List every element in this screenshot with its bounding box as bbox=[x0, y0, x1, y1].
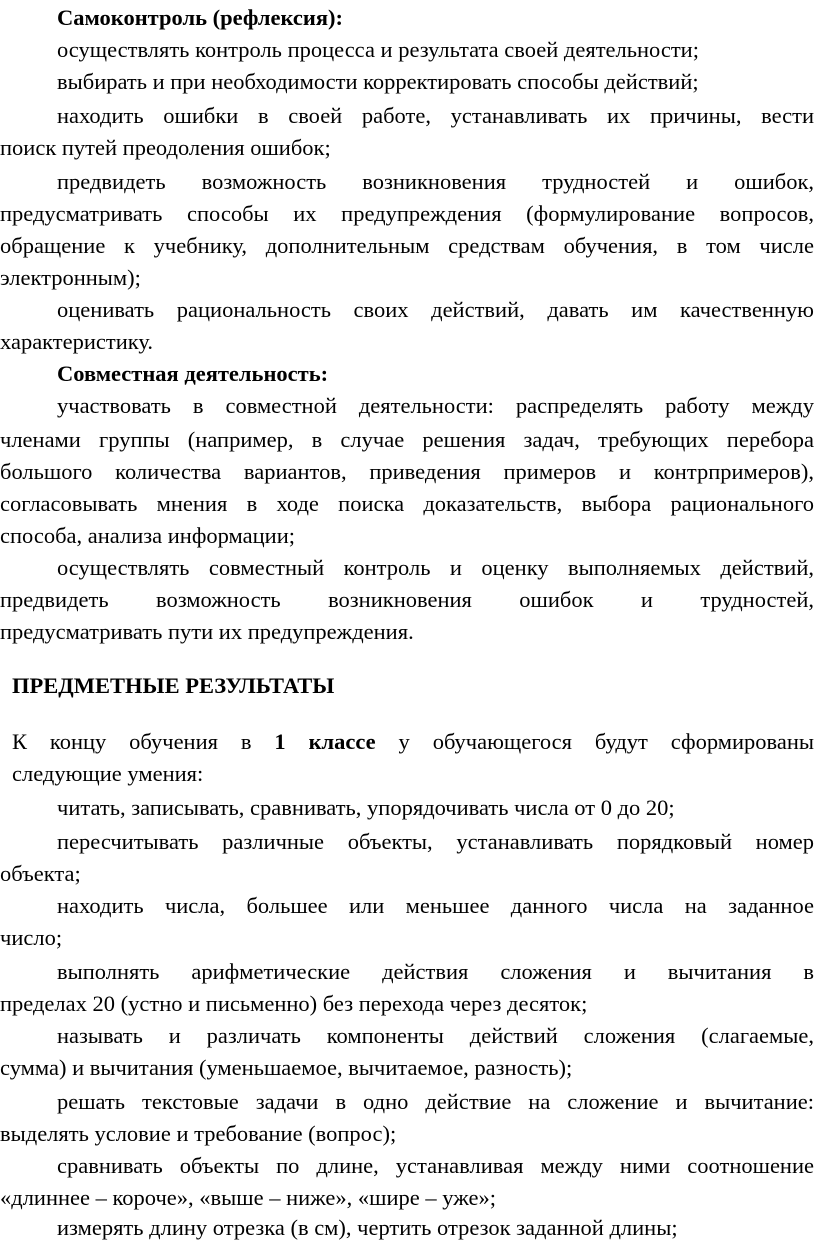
paragraph-line: предусматривать пути их предупреждения. bbox=[0, 619, 414, 644]
paragraph-line: характеристику. bbox=[0, 329, 154, 354]
list-item: измерять длину отрезка (в см), чертить отрезок заданной длины; bbox=[57, 1215, 678, 1240]
paragraph-line: оценивать рациональность своих действий, давать им качественную bbox=[57, 297, 814, 322]
paragraph-line: находить ошибки в своей работе, устанавливать их причины, вести bbox=[57, 103, 814, 128]
paragraph-line: членами группы (например, в случае решения задач, требующих перебора bbox=[0, 427, 814, 452]
paragraph-line: электронным); bbox=[0, 265, 141, 290]
paragraph-line: предвидеть возможность возникновения ошибок и трудностей, bbox=[0, 587, 814, 612]
paragraph-line: осуществлять совместный контроль и оценку выполняемых действий, bbox=[57, 555, 814, 580]
list-item: сумма) и вычитания (уменьшаемое, вычитаемое, разность); bbox=[0, 1055, 573, 1080]
list-item: пределах 20 (устно и письменно) без перехода через десяток; bbox=[0, 991, 588, 1016]
paragraph-line: большого количества вариантов, приведения примеров и контрпримеров), bbox=[0, 459, 814, 484]
paragraph-line: предусматривать способы их предупреждения (формулирование вопросов, bbox=[0, 201, 814, 226]
intro-line-2: следующие умения: bbox=[12, 761, 204, 786]
list-item: находить числа, большее или меньшее данного числа на заданное bbox=[57, 893, 814, 918]
list-item: число; bbox=[0, 925, 63, 950]
paragraph-line: предвидеть возможность возникновения трудностей и ошибок, bbox=[57, 169, 814, 194]
paragraph-line: поиск путей преодоления ошибок; bbox=[0, 135, 331, 160]
intro-line bbox=[12, 726, 814, 758]
intro-text-end: у обучающегося будут сформированы bbox=[398, 729, 815, 754]
joint-activity-heading: Совместная деятельность: bbox=[57, 361, 329, 386]
paragraph-line: участвовать в совместной деятельности: распределять работу между bbox=[57, 393, 814, 418]
paragraph-line: согласовывать мнения в ходе поиска доказательств, выбора рационального bbox=[0, 491, 814, 516]
paragraph-line: осуществлять контроль процесса и результата своей деятельности; bbox=[57, 37, 699, 62]
list-item: называть и различать компоненты действий сложения (слагаемые, bbox=[57, 1023, 814, 1048]
intro-grade: 1 классе bbox=[274, 729, 376, 754]
list-item: пересчитывать различные объекты, устанавливать порядковый номер bbox=[57, 829, 814, 854]
list-item: выделять условие и требование (вопрос); bbox=[0, 1121, 397, 1146]
list-item: «длиннее – короче», «выше – ниже», «шире – уже»; bbox=[0, 1185, 496, 1210]
subject-results-heading: ПРЕДМЕТНЫЕ РЕЗУЛЬТАТЫ bbox=[12, 673, 335, 698]
list-item: читать, записывать, сравнивать, упорядочивать числа от 0 до 20; bbox=[57, 795, 675, 820]
list-item: выполнять арифметические действия сложения и вычитания в bbox=[57, 959, 814, 984]
paragraph-line: обращение к учебнику, дополнительным средствам обучения, в том числе bbox=[0, 233, 814, 258]
list-item: сравнивать объекты по длине, устанавливая между ними соотношение bbox=[57, 1153, 814, 1178]
list-item: объекта; bbox=[0, 861, 81, 886]
paragraph-line: выбирать и при необходимости корректировать способы действий; bbox=[57, 69, 699, 94]
list-item: решать текстовые задачи в одно действие на сложение и вычитание: bbox=[57, 1089, 814, 1114]
paragraph-line: способа, анализа информации; bbox=[0, 523, 296, 548]
intro-text-start: К концу обучения в bbox=[12, 729, 252, 754]
self-control-heading: Самоконтроль (рефлексия): bbox=[57, 5, 343, 30]
